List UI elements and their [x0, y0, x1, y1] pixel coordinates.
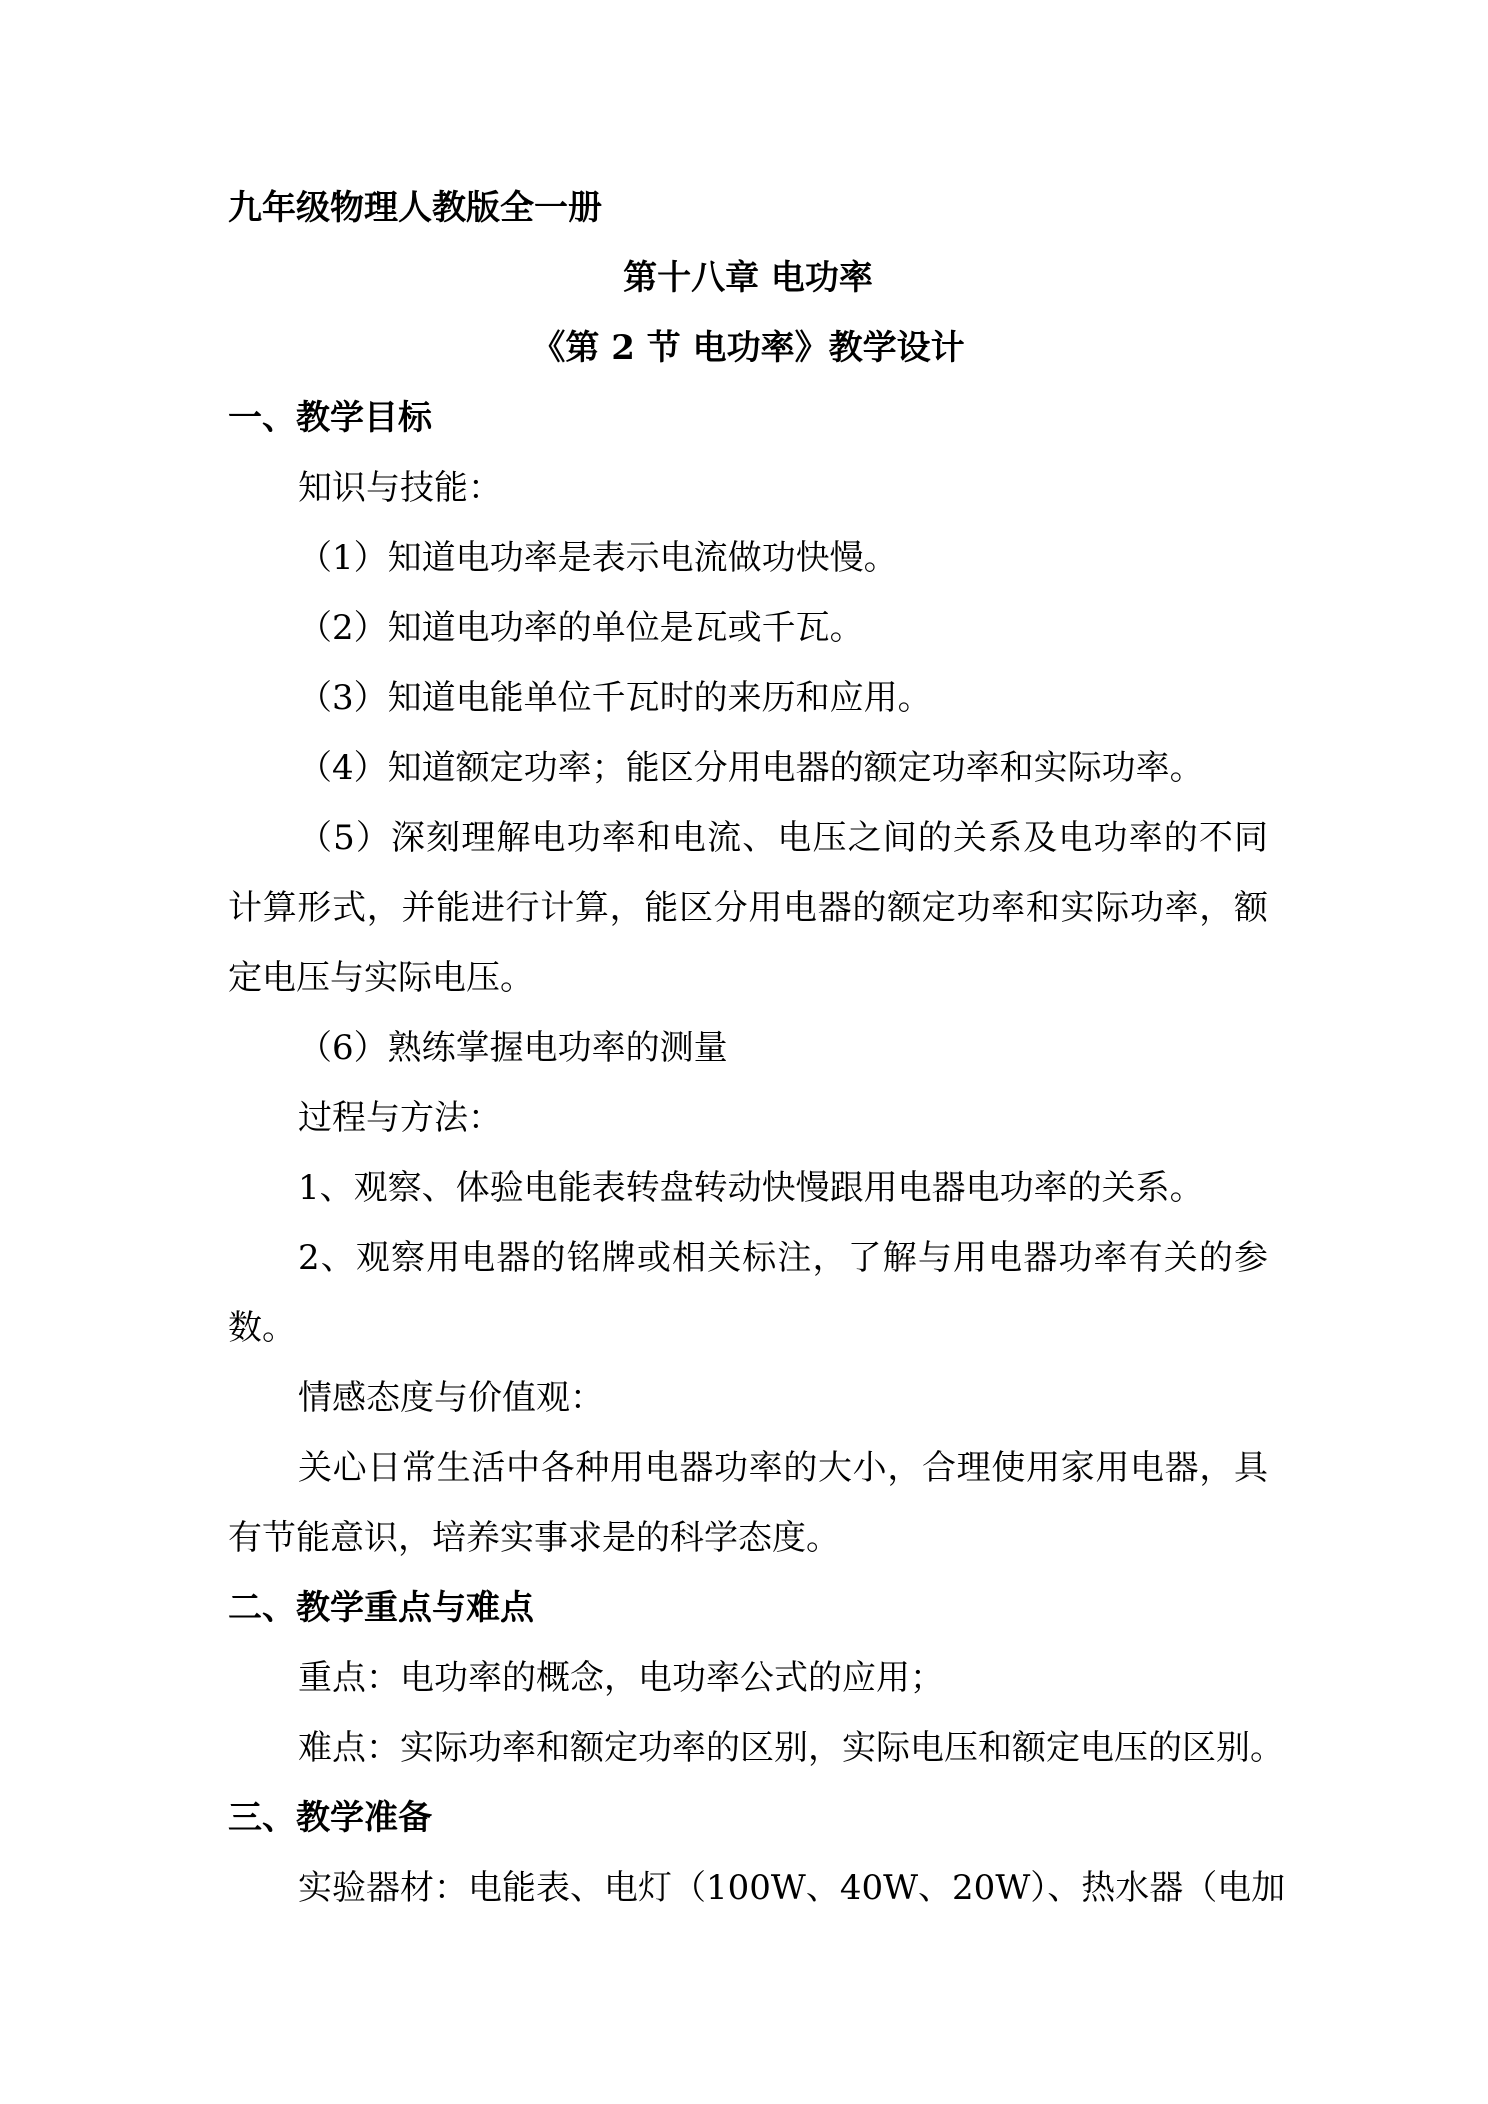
- process-label: 过程与方法：: [298, 1098, 502, 1138]
- knowledge-label: 知识与技能：: [298, 468, 502, 508]
- knowledge-item: （5）深刻理解电功率和电流、电压之间的关系及电功率的不同: [298, 818, 1268, 858]
- emotion-label: 情感态度与价值观：: [298, 1378, 604, 1418]
- section-heading-key-points: 二、教学重点与难点: [228, 1588, 534, 1628]
- process-item: 1、观察、体验电能表转盘转动快慢跟用电器电功率的关系。: [298, 1168, 1204, 1208]
- book-title: 九年级物理人教版全一册: [228, 188, 602, 228]
- knowledge-item: （1）知道电功率是表示电流做功快慢。: [298, 538, 898, 578]
- knowledge-item: （6）熟练掌握电功率的测量: [298, 1028, 728, 1068]
- emotion-text-continued: 有节能意识，培养实事求是的科学态度。: [228, 1518, 840, 1558]
- section-heading-objectives: 一、教学目标: [228, 398, 432, 438]
- key-point: 重点：电功率的概念，电功率公式的应用；: [298, 1658, 944, 1698]
- knowledge-item: （3）知道电能单位千瓦时的来历和应用。: [298, 678, 932, 718]
- difficult-point: 难点：实际功率和额定功率的区别，实际电压和额定电压的区别。: [298, 1728, 1284, 1768]
- materials-text: 实验器材：电能表、电灯（100W、40W、20W）、热水器（电加: [298, 1868, 1286, 1908]
- knowledge-item: （2）知道电功率的单位是瓦或千瓦。: [298, 608, 864, 648]
- knowledge-item: （4）知道额定功率；能区分用电器的额定功率和实际功率。: [298, 748, 1204, 788]
- chapter-title: 第十八章 电功率: [623, 258, 873, 298]
- process-item-continued: 数。: [228, 1308, 296, 1348]
- knowledge-item-continued: 计算形式，并能进行计算，能区分用电器的额定功率和实际功率，额: [228, 888, 1268, 928]
- lesson-title: 《第 2 节 电功率》教学设计: [531, 328, 965, 368]
- knowledge-item-continued: 定电压与实际电压。: [228, 958, 534, 998]
- process-item: 2、观察用电器的铭牌或相关标注，了解与用电器功率有关的参: [298, 1238, 1268, 1278]
- section-heading-preparation: 三、教学准备: [228, 1798, 432, 1838]
- emotion-text: 关心日常生活中各种用电器功率的大小，合理使用家用电器，具: [298, 1448, 1268, 1488]
